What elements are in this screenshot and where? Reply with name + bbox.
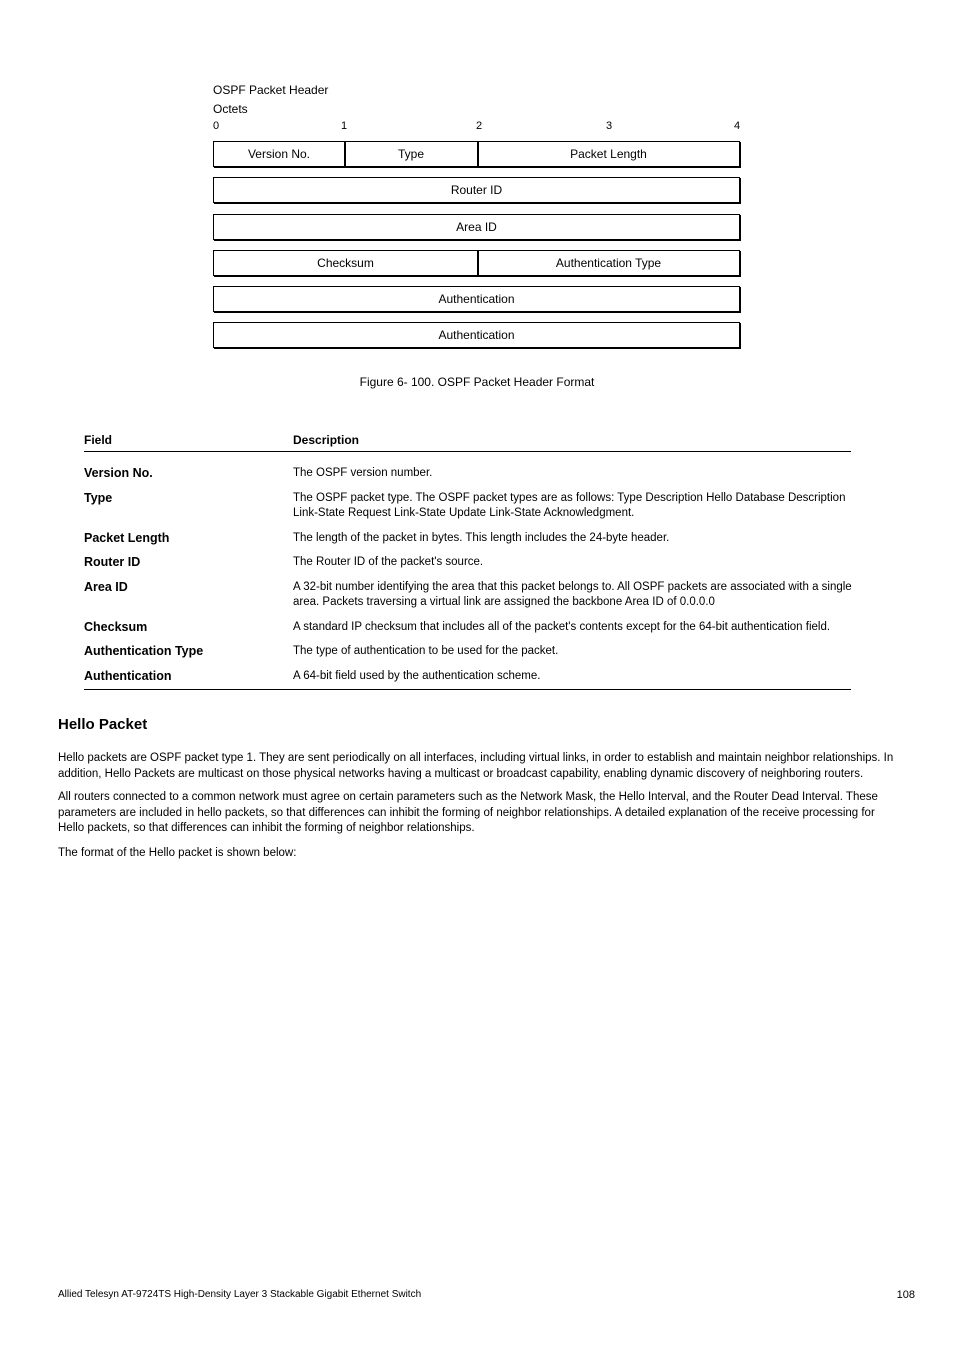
paragraph: The format of the Hello packet is shown below: (58, 847, 297, 859)
field-type-box (344, 141, 478, 167)
octets-label: Octets (213, 102, 248, 116)
table-row-field: Router ID (84, 555, 141, 569)
table-bottom-rule (84, 689, 851, 690)
field-checksum-box (213, 250, 478, 276)
table-row-field: Type (84, 491, 113, 505)
table-row-description: The Router ID of the packet's source. (293, 556, 484, 568)
table-row-description: The OSPF packet type. The OSPF packet types are as follows: Type Description Hello Database Description Link-State Request Link-State Update Link-State Acknowledgment. (293, 492, 846, 519)
field-area-id-box (213, 214, 740, 240)
section-heading: Hello Packet (58, 716, 148, 733)
table-header-description: Description (293, 433, 360, 447)
field-router-id-label: Router ID (450, 183, 503, 197)
field-auth-type-box (477, 250, 740, 276)
table-row-field: Version No. (84, 466, 153, 480)
table-row-field: Authentication Type (84, 644, 204, 658)
table-row-description: The length of the packet in bytes. This length includes the 24-byte header. (293, 532, 670, 544)
octet-mark-3: 3 (606, 120, 613, 132)
field-packet-length-box (477, 141, 740, 167)
footer-product: Allied Telesyn AT-9724TS High-Density Layer 3 Stackable Gigabit Ethernet Switch (58, 1289, 422, 1300)
octet-mark-2: 2 (476, 120, 483, 132)
field-packet-length-label: Packet Length (570, 147, 647, 161)
field-auth1-box (213, 286, 740, 312)
diagram-title: OSPF Packet Header (213, 83, 329, 97)
table-header-field: Field (84, 433, 113, 447)
field-version-label: Version No. (247, 147, 311, 161)
table-row-field: Area ID (84, 580, 128, 594)
paragraph: All routers connected to a common network must agree on certain parameters such as the Network Mask, the Hello Interval, and the Router Dead Interval. These parameters are included in hello packets, so that differences can inhibit the forming of neighbor relationships. A detailed explanation of the receive processing for Hello packets, so that differences can inhibit the forming of neighbor relationships. (58, 791, 878, 834)
table-row-field: Authentication (84, 669, 172, 683)
page-number: 108 (896, 1289, 915, 1301)
field-area-id-label: Area ID (456, 220, 497, 234)
octet-mark-4: 4 (734, 120, 741, 132)
table-row-description: A 64-bit field used by the authentication scheme. (293, 670, 541, 682)
field-type-label: Type (397, 147, 424, 161)
field-auth-type-label: Authentication Type (555, 256, 662, 270)
figure-caption: Figure 6- 100. OSPF Packet Header Format (359, 375, 595, 389)
field-auth1-label: Authentication (438, 292, 515, 306)
field-auth2-label: Authentication (438, 328, 515, 342)
field-router-id-box (213, 177, 740, 203)
paragraph: Hello packets are OSPF packet type 1. They are sent periodically on all interfaces, including virtual links, in order to establish and maintain neighbor relationships. In addition, Hello Packets are multicast on those physical networks having a multicast or broadcast capability, enabling dynamic discovery of neighboring routers. (58, 752, 894, 780)
field-version-box (213, 141, 345, 167)
field-checksum-label: Checksum (317, 256, 374, 270)
octet-mark-0: 0 (213, 120, 220, 132)
table-row-description: The type of authentication to be used for the packet. (293, 645, 559, 657)
table-row-description: A standard IP checksum that includes all of the packet's contents except for the 64-bit authentication field. (293, 621, 831, 633)
table-row-description: A 32-bit number identifying the area that this packet belongs to. All OSPF packets are associated with a single area. Packets traversing a virtual link are assigned the backbone Area ID of 0.0.0.0 (293, 581, 852, 608)
table-row-description: The OSPF version number. (293, 467, 433, 479)
table-row-field: Packet Length (84, 531, 170, 545)
field-auth2-box (213, 322, 740, 348)
table-row-field: Checksum (84, 620, 148, 634)
octet-mark-1: 1 (341, 120, 348, 132)
table-header-rule (84, 451, 851, 452)
